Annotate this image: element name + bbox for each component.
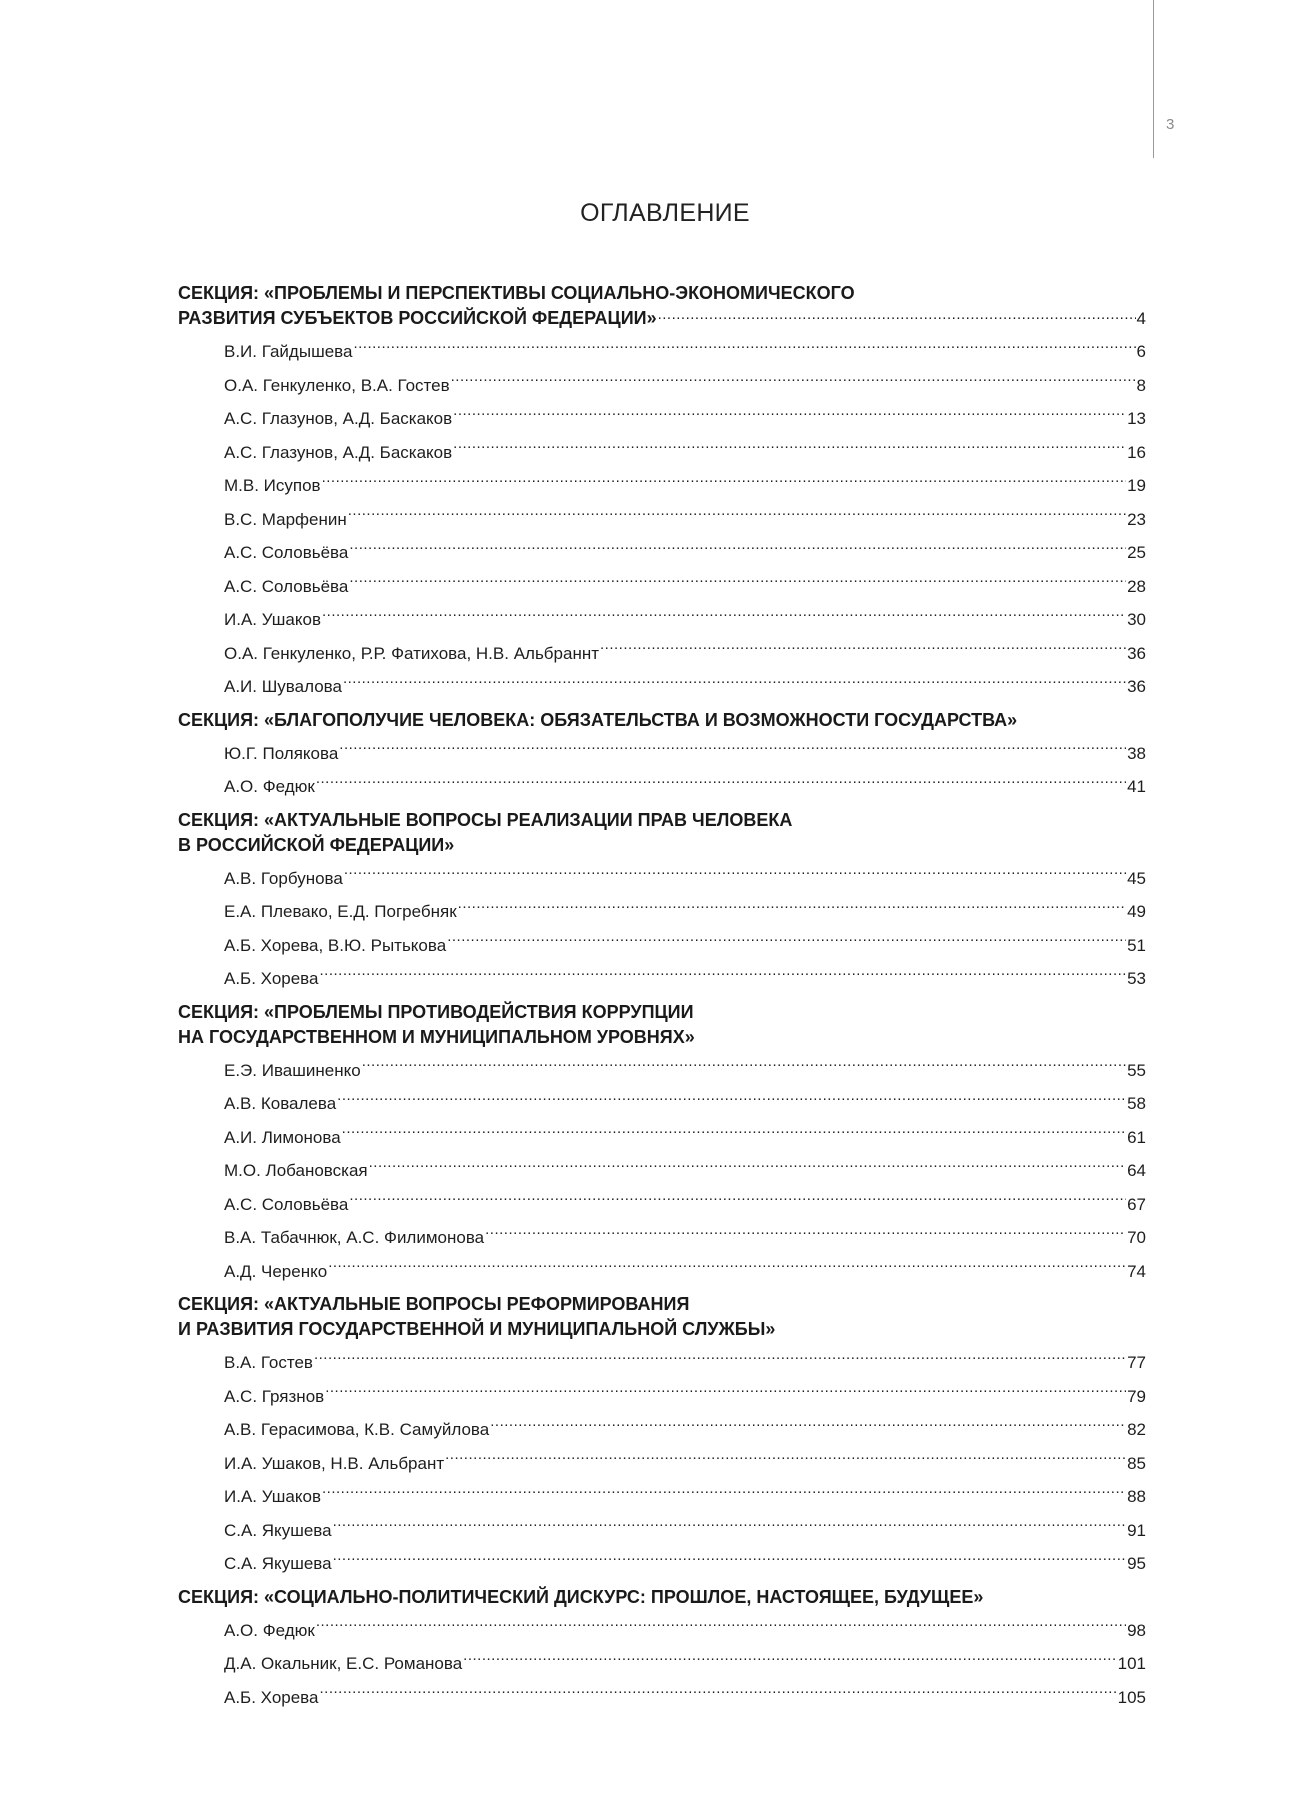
entry-page-number: 55 bbox=[1127, 1060, 1146, 1080]
toc-section-heading-line bbox=[178, 306, 1146, 331]
toc-section-heading[interactable] bbox=[178, 804, 1146, 862]
toc-entry[interactable] bbox=[178, 603, 1146, 637]
toc-entry[interactable] bbox=[178, 895, 1146, 929]
entry-author: А.В. Горбунова bbox=[224, 868, 343, 888]
entry-author: А.С. Грязнов bbox=[224, 1386, 325, 1406]
dot-leader bbox=[322, 1485, 1126, 1502]
toc-section-heading[interactable] bbox=[178, 1288, 1146, 1346]
entry-page-number: 53 bbox=[1127, 969, 1146, 988]
entry-page-number: 6 bbox=[1136, 342, 1146, 361]
section-heading-text: СЕКЦИЯ: «АКТУАЛЬНЫЕ ВОПРОСЫ РЕФОРМИРОВАНИЯ bbox=[178, 1294, 690, 1314]
entry-page-number: 58 bbox=[1127, 1094, 1146, 1113]
dot-leader bbox=[348, 508, 1126, 525]
entry-author: А.С. Соловьёва bbox=[224, 576, 349, 596]
entry-page-number: 85 bbox=[1127, 1453, 1146, 1473]
toc-entry[interactable] bbox=[178, 335, 1146, 369]
table-of-contents bbox=[178, 277, 1146, 1714]
toc-entry[interactable] bbox=[178, 402, 1146, 436]
toc-entry[interactable] bbox=[178, 1154, 1146, 1188]
section-heading-text: НА ГОСУДАРСТВЕННОМ И МУНИЦИПАЛЬНОМ УРОВНЯХ» bbox=[178, 1026, 695, 1047]
entry-author: И.А. Ушаков bbox=[224, 1487, 321, 1506]
toc-entry[interactable] bbox=[178, 862, 1146, 896]
entry-author: А.В. Герасимова, К.В. Самуйлова bbox=[224, 1420, 490, 1439]
dot-leader bbox=[362, 1059, 1126, 1076]
toc-entry[interactable] bbox=[178, 670, 1146, 704]
toc-entry[interactable] bbox=[178, 503, 1146, 537]
toc-entry[interactable] bbox=[178, 929, 1146, 963]
toc-entry[interactable] bbox=[178, 1255, 1146, 1289]
page-number: 3 bbox=[1166, 116, 1175, 133]
toc-entry[interactable] bbox=[178, 1447, 1146, 1481]
entry-page-number: 36 bbox=[1127, 677, 1146, 696]
entry-author: В.А. Табачнюк, А.С. Филимонова bbox=[224, 1228, 485, 1247]
entry-page-number: 95 bbox=[1127, 1554, 1146, 1573]
entry-author: А.Б. Хорева bbox=[224, 969, 319, 988]
dot-leader bbox=[325, 1385, 1126, 1402]
section-heading-text: СЕКЦИЯ: «СОЦИАЛЬНО-ПОЛИТИЧЕСКИЙ ДИСКУРС: ПРОШЛОЕ, НАСТОЯЩЕЕ, БУДУЩЕЕ» bbox=[178, 1586, 984, 1607]
entry-author: В.А. Гостев bbox=[224, 1353, 313, 1372]
toc-section-heading[interactable] bbox=[178, 277, 1146, 335]
section-heading-text: СЕКЦИЯ: «БЛАГОПОЛУЧИЕ ЧЕЛОВЕКА: ОБЯЗАТЕЛЬСТВА И ВОЗМОЖНОСТИ ГОСУДАРСТВА» bbox=[178, 709, 1018, 730]
entry-author: А.С. Соловьёва bbox=[224, 1194, 349, 1214]
entry-page-number: 82 bbox=[1127, 1420, 1146, 1439]
dot-leader bbox=[490, 1418, 1126, 1435]
entry-author: В.И. Гайдышева bbox=[224, 342, 353, 361]
entry-page-number: 30 bbox=[1127, 610, 1146, 629]
dot-leader bbox=[453, 407, 1126, 424]
entry-page-number: 25 bbox=[1127, 543, 1146, 562]
dot-leader bbox=[319, 1686, 1116, 1703]
dot-leader bbox=[342, 1126, 1126, 1143]
entry-author: В.С. Марфенин bbox=[224, 509, 347, 529]
entry-author: А.С. Соловьёва bbox=[224, 543, 349, 562]
toc-section-heading[interactable] bbox=[178, 996, 1146, 1054]
toc-entry[interactable] bbox=[178, 1188, 1146, 1222]
dot-leader bbox=[322, 608, 1126, 625]
entry-author: А.Б. Хорева bbox=[224, 1687, 319, 1707]
entry-page-number: 28 bbox=[1127, 576, 1146, 596]
entry-author: Ю.Г. Полякова bbox=[224, 743, 339, 763]
toc-entry[interactable] bbox=[178, 1413, 1146, 1447]
entry-page-number: 13 bbox=[1127, 409, 1146, 428]
entry-page-number: 105 bbox=[1117, 1687, 1146, 1707]
toc-entry[interactable] bbox=[178, 770, 1146, 804]
entry-author: А.И. Лимонова bbox=[224, 1127, 341, 1147]
entry-author: О.А. Генкуленко, В.А. Гостев bbox=[224, 375, 450, 395]
toc-entry[interactable] bbox=[178, 1380, 1146, 1414]
toc-section-heading[interactable] bbox=[178, 1581, 1146, 1614]
entry-page-number: 49 bbox=[1127, 902, 1146, 921]
entry-author: Д.А. Окальник, Е.С. Романова bbox=[224, 1654, 463, 1673]
entry-author: М.О. Лобановская bbox=[224, 1161, 368, 1180]
entry-author: О.А. Генкуленко, Р.Р. Фатихова, Н.В. Альбраннт bbox=[224, 643, 600, 663]
entry-author: Е.Э. Ивашиненко bbox=[224, 1060, 361, 1080]
toc-entry[interactable] bbox=[178, 1346, 1146, 1380]
entry-author: И.А. Ушаков bbox=[224, 610, 321, 629]
entry-page-number: 45 bbox=[1127, 868, 1146, 888]
entry-page-number: 98 bbox=[1127, 1620, 1146, 1640]
entry-page-number: 70 bbox=[1127, 1228, 1146, 1247]
entry-author: А.О. Федюк bbox=[224, 777, 315, 796]
entry-author: Е.А. Плевако, Е.Д. Погребняк bbox=[224, 902, 457, 921]
page-title: ОГЛАВЛЕНИЕ bbox=[580, 199, 750, 227]
entry-author: И.А. Ушаков, Н.В. Альбрант bbox=[224, 1453, 445, 1473]
entry-page-number: 74 bbox=[1127, 1261, 1146, 1281]
dot-leader bbox=[349, 541, 1126, 558]
toc-section-heading[interactable] bbox=[178, 704, 1146, 737]
entry-author: М.В. Исупов bbox=[224, 476, 321, 495]
entry-page-number: 41 bbox=[1127, 777, 1146, 796]
entry-author: А.Б. Хорева, В.Ю. Рытькова bbox=[224, 935, 447, 955]
dot-leader bbox=[458, 900, 1126, 917]
toc-entry[interactable] bbox=[178, 962, 1146, 996]
entry-author: С.А. Якушева bbox=[224, 1520, 332, 1540]
dot-leader bbox=[328, 1260, 1126, 1277]
dot-leader bbox=[447, 934, 1126, 951]
dot-leader bbox=[316, 775, 1126, 792]
entry-page-number: 36 bbox=[1127, 643, 1146, 663]
toc-entry[interactable] bbox=[178, 737, 1146, 771]
toc-entry[interactable] bbox=[178, 1681, 1146, 1715]
entry-page-number: 101 bbox=[1117, 1654, 1146, 1673]
dot-leader bbox=[600, 642, 1126, 659]
dot-leader bbox=[463, 1652, 1116, 1669]
entry-author: С.А. Якушева bbox=[224, 1554, 332, 1573]
entry-author: А.С. Глазунов, А.Д. Баскаков bbox=[224, 442, 453, 462]
entry-page-number: 8 bbox=[1136, 375, 1146, 395]
toc-entry[interactable] bbox=[178, 1087, 1146, 1121]
section-heading-text: РАЗВИТИЯ СУБЪЕКТОВ РОССИЙСКОЙ ФЕДЕРАЦИИ» bbox=[178, 308, 657, 328]
page-margin-rule bbox=[1153, 0, 1154, 158]
dot-leader bbox=[451, 374, 1136, 391]
section-heading-text: И РАЗВИТИЯ ГОСУДАРСТВЕННОЙ И МУНИЦИПАЛЬНОЙ СЛУЖБЫ» bbox=[178, 1319, 776, 1339]
entry-page-number: 77 bbox=[1127, 1353, 1146, 1372]
entry-page-number: 16 bbox=[1127, 442, 1146, 462]
dot-leader bbox=[339, 742, 1126, 759]
toc-entry[interactable] bbox=[178, 1614, 1146, 1648]
section-heading-text: СЕКЦИЯ: «ПРОБЛЕМЫ И ПЕРСПЕКТИВЫ СОЦИАЛЬНО-ЭКОНОМИЧЕСКОГО bbox=[178, 283, 855, 303]
toc-entry[interactable] bbox=[178, 469, 1146, 503]
toc-entry[interactable] bbox=[178, 1547, 1146, 1581]
toc-entry[interactable] bbox=[178, 369, 1146, 403]
toc-entry[interactable] bbox=[178, 1221, 1146, 1255]
entry-author: А.И. Шувалова bbox=[224, 677, 342, 696]
toc-entry[interactable] bbox=[178, 1514, 1146, 1548]
entry-page-number: 79 bbox=[1127, 1386, 1146, 1406]
dot-leader bbox=[343, 675, 1126, 692]
section-heading-text: СЕКЦИЯ: «ПРОБЛЕМЫ ПРОТИВОДЕЙСТВИЯ КОРРУПЦИИ bbox=[178, 1001, 694, 1022]
toc-entry[interactable] bbox=[178, 436, 1146, 470]
section-page-number: 4 bbox=[1136, 309, 1146, 328]
entry-page-number: 64 bbox=[1127, 1161, 1146, 1180]
entry-author: А.В. Ковалева bbox=[224, 1094, 337, 1113]
entry-page-number: 88 bbox=[1127, 1487, 1146, 1506]
dot-leader bbox=[349, 575, 1126, 592]
section-heading-text: СЕКЦИЯ: «АКТУАЛЬНЫЕ ВОПРОСЫ РЕАЛИЗАЦИИ ПРАВ ЧЕЛОВЕКА bbox=[178, 809, 793, 830]
entry-author: А.О. Федюк bbox=[224, 1620, 315, 1640]
dot-leader bbox=[333, 1519, 1127, 1536]
entry-page-number: 91 bbox=[1127, 1520, 1146, 1540]
toc-entry[interactable] bbox=[178, 536, 1146, 570]
dot-leader bbox=[658, 306, 1136, 324]
dot-leader bbox=[337, 1092, 1126, 1109]
entry-page-number: 19 bbox=[1127, 476, 1146, 495]
entry-page-number: 61 bbox=[1127, 1127, 1146, 1147]
dot-leader bbox=[485, 1226, 1126, 1243]
dot-leader bbox=[453, 441, 1126, 458]
entry-page-number: 23 bbox=[1127, 509, 1146, 529]
dot-leader bbox=[319, 967, 1126, 984]
entry-author: А.Д. Черенко bbox=[224, 1261, 328, 1281]
entry-page-number: 67 bbox=[1127, 1194, 1146, 1214]
toc-entry[interactable] bbox=[178, 1480, 1146, 1514]
section-heading-text: В РОССИЙСКОЙ ФЕДЕРАЦИИ» bbox=[178, 834, 455, 855]
toc-entry[interactable] bbox=[178, 1121, 1146, 1155]
entry-author: А.С. Глазунов, А.Д. Баскаков bbox=[224, 409, 453, 428]
toc-entry[interactable] bbox=[178, 637, 1146, 671]
entry-page-number: 38 bbox=[1127, 743, 1146, 763]
dot-leader bbox=[316, 1619, 1126, 1636]
dot-leader bbox=[369, 1159, 1126, 1176]
dot-leader bbox=[314, 1351, 1126, 1368]
dot-leader bbox=[344, 867, 1126, 884]
dot-leader bbox=[333, 1552, 1127, 1569]
toc-entry[interactable] bbox=[178, 1054, 1146, 1088]
dot-leader bbox=[353, 340, 1135, 357]
dot-leader bbox=[445, 1452, 1126, 1469]
dot-leader bbox=[349, 1193, 1126, 1210]
entry-page-number: 51 bbox=[1127, 935, 1146, 955]
dot-leader bbox=[322, 474, 1126, 491]
toc-entry[interactable] bbox=[178, 1647, 1146, 1681]
toc-entry[interactable] bbox=[178, 570, 1146, 604]
